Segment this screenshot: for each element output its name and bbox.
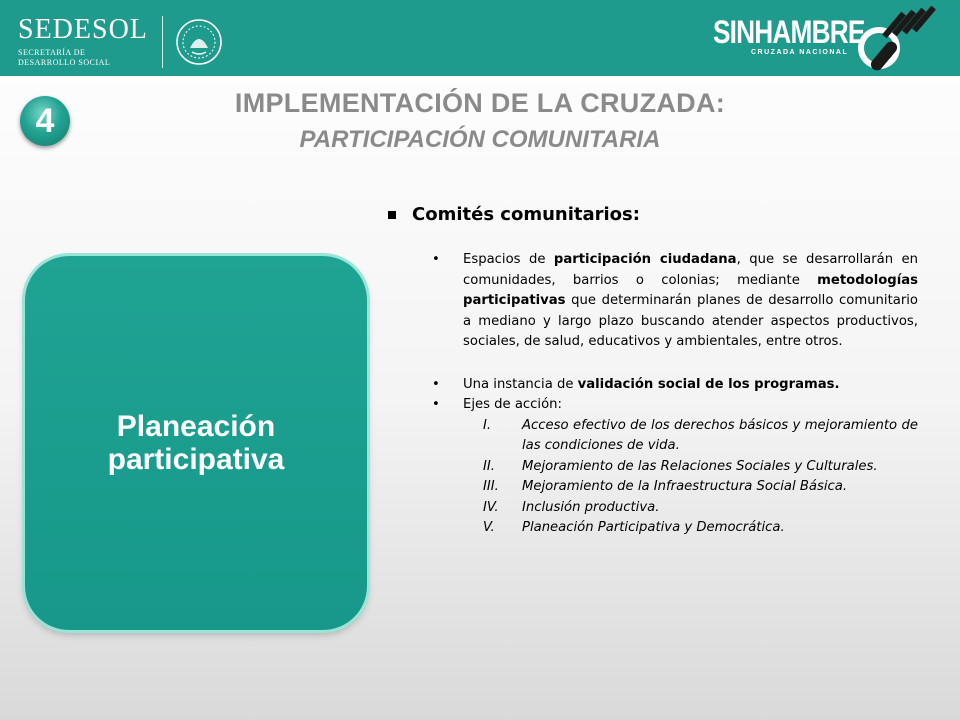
bullet-dot-icon: •	[432, 252, 440, 267]
square-bullet-icon	[388, 211, 396, 219]
planeacion-card	[25, 256, 367, 630]
sinhambre-part1: SIN	[713, 14, 755, 50]
bullet-dot-icon: •	[432, 376, 440, 392]
bullet-item: • Ejes de acción:	[432, 395, 918, 416]
sedesol-name: SEDESOL	[18, 14, 148, 45]
content-body	[432, 250, 918, 539]
axis-item: V. Planeación Participativa y Democrática.	[483, 520, 785, 535]
card-line2: participativa	[107, 443, 285, 476]
sinhambre-part2: HAMBRE	[754, 14, 865, 50]
national-seal-icon	[175, 18, 223, 66]
sedesol-logo	[18, 16, 223, 68]
sedesol-sub-line1: SECRETARÍA DE	[18, 48, 86, 57]
sedesol-wordmark	[18, 16, 163, 68]
page-title: IMPLEMENTACIÓN DE LA CRUZADA:	[234, 88, 726, 118]
axis-item: III. Mejoramiento de la Infraestructura Social Básica.	[483, 479, 848, 494]
section-title: Comités comunitarios:	[412, 204, 640, 225]
sinhambre-wordmark	[713, 15, 865, 49]
fork-plate-icon	[845, 6, 945, 76]
axis-item: IV. Inclusión productiva.	[483, 499, 660, 515]
axes-list	[432, 416, 918, 539]
bullet-item: • Espacios de participación ciudadana, que se desarrollarán en comunidades, barrios o colonias; mediante metodologías participativas que determinarán planes de desarrollo comunitario a mediano y largo plazo buscando atender aspectos productivos, sociales, de salud, educativos y ambientales, entre otros.	[432, 252, 918, 349]
bullet-dot-icon: •	[432, 397, 440, 412]
page-subtitle: PARTICIPACIÓN COMUNITARIA	[299, 126, 661, 153]
header-bar	[0, 0, 960, 76]
axis-item: I. Acceso efectivo de los derechos básicos y mejoramiento de las condiciones de vida.	[483, 417, 918, 453]
section-number-badge: 4	[20, 96, 70, 146]
sedesol-sub-line2: DESARROLLO SOCIAL	[18, 58, 111, 67]
bullet-item: • Una instancia de validación social de los programas.	[432, 375, 918, 396]
sinhambre-sub: CRUZADA NACIONAL	[751, 49, 849, 56]
card-label	[56, 410, 336, 476]
axis-item: II. Mejoramiento de las Relaciones Sociales y Culturales.	[483, 458, 878, 474]
card-line1: Planeación	[116, 410, 276, 443]
section-heading	[388, 204, 640, 225]
